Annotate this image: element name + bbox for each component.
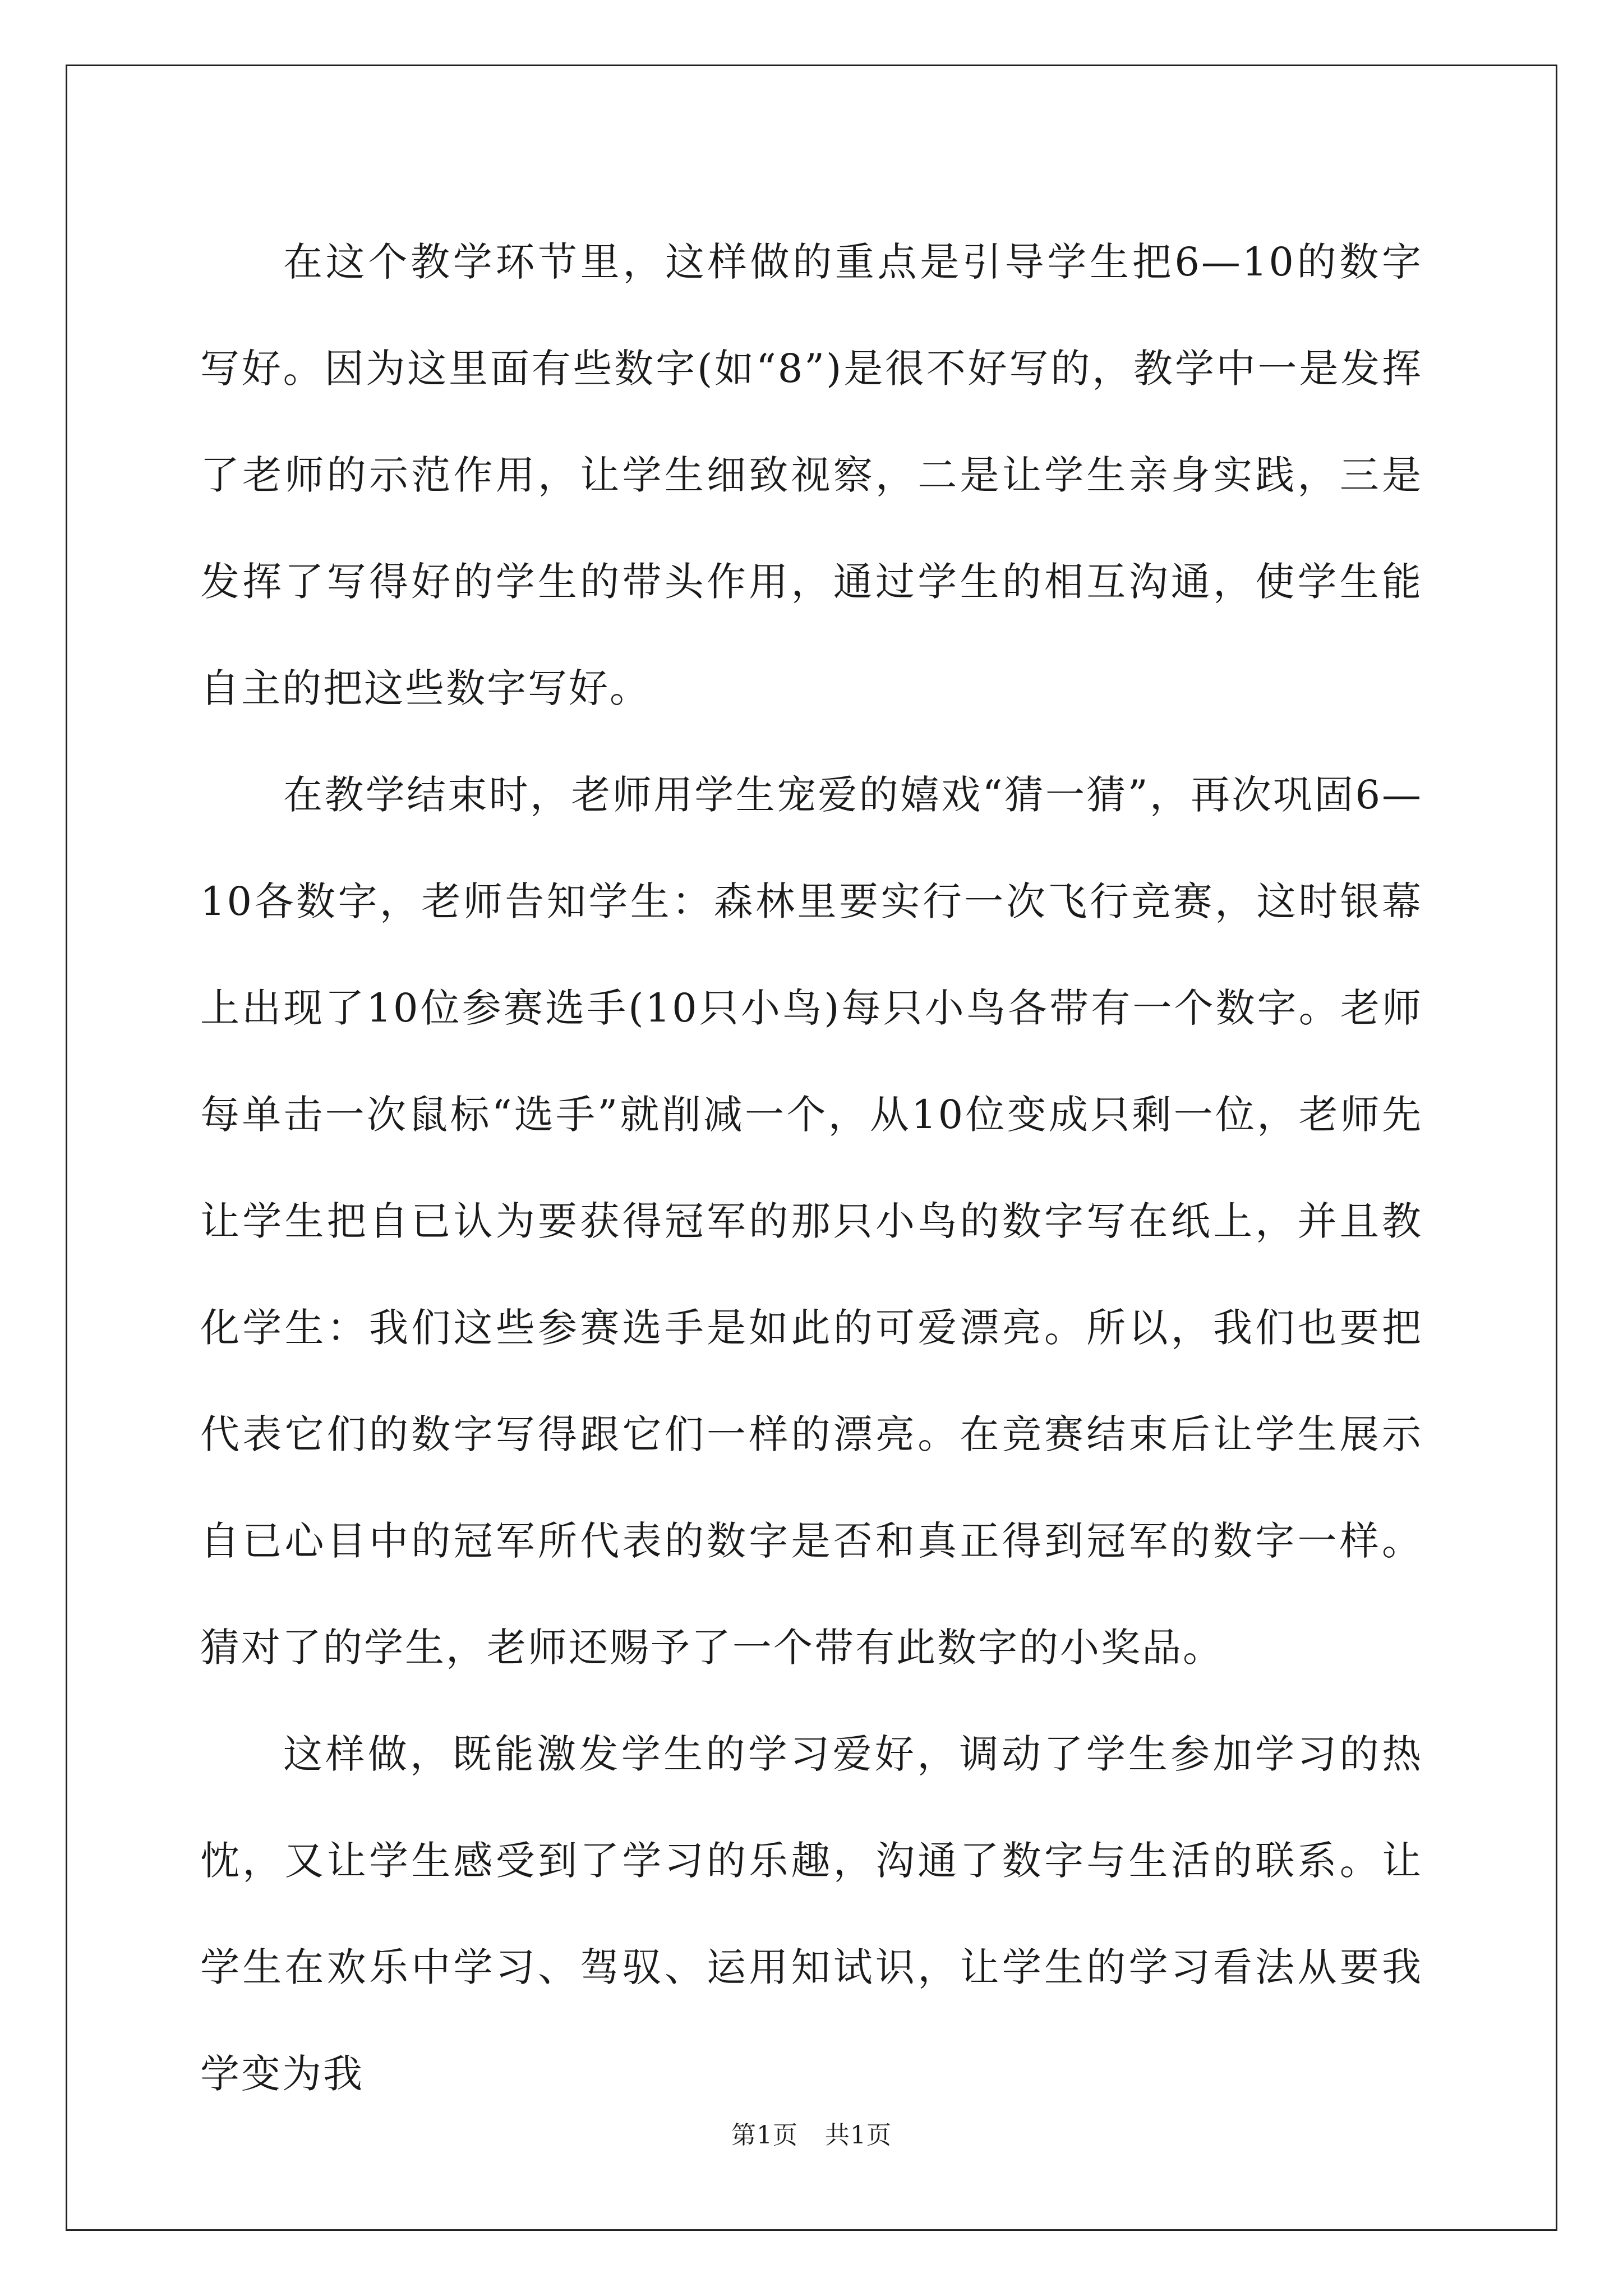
paragraph: 这样做，既能激发学生的学习爱好，调动了学生参加学习的热忱，又让学生感受到了学习的乐趣，沟通了数字与生活的联系。让学生在欢乐中学习、驾驭、运用知试识，让学生的学习看法从要我学变为我 (200, 1731, 1423, 2097)
document-body (200, 209, 1423, 2127)
paragraph: 在这个教学环节里，这样做的重点是引导学生把6—10的数字写好。因为这里面有些数字(如“8”)是很不好写的，教学中一是发挥了老师的示范作用，让学生细致视察，二是让学生亲身实践，三是发挥了写得好的学生的带头作用，通过学生的相互沟通，使学生能自主的把这些数字写好。 (200, 239, 1423, 711)
page-total: 共1页 (825, 2121, 892, 2150)
page-footer (0, 2115, 1623, 2151)
page-number: 第1页 (731, 2121, 798, 2150)
paragraph: 在教学结束时，老师用学生宠爱的嬉戏“猜一猜”，再次巩固6—10各数字，老师告知学生：森林里要实行一次飞行竞赛，这时银幕上出现了10位参赛选手(10只小鸟)每只小鸟各带有一个数字。老师每单击一次鼠标“选手”就削减一个，从10位变成只剩一位，老师先让学生把自已认为要获得冠军的那只小鸟的数字写在纸上，并且教化学生：我们这些参赛选手是如此的可爱漂亮。所以，我们也要把代表它们的数字写得跟它们一样的漂亮。在竞赛结束后让学生展示自已心目中的冠军所代表的数字是否和真正得到冠军的数字一样。猜对了的学生，老师还赐予了一个带有此数字的小奖品。 (200, 772, 1423, 1671)
